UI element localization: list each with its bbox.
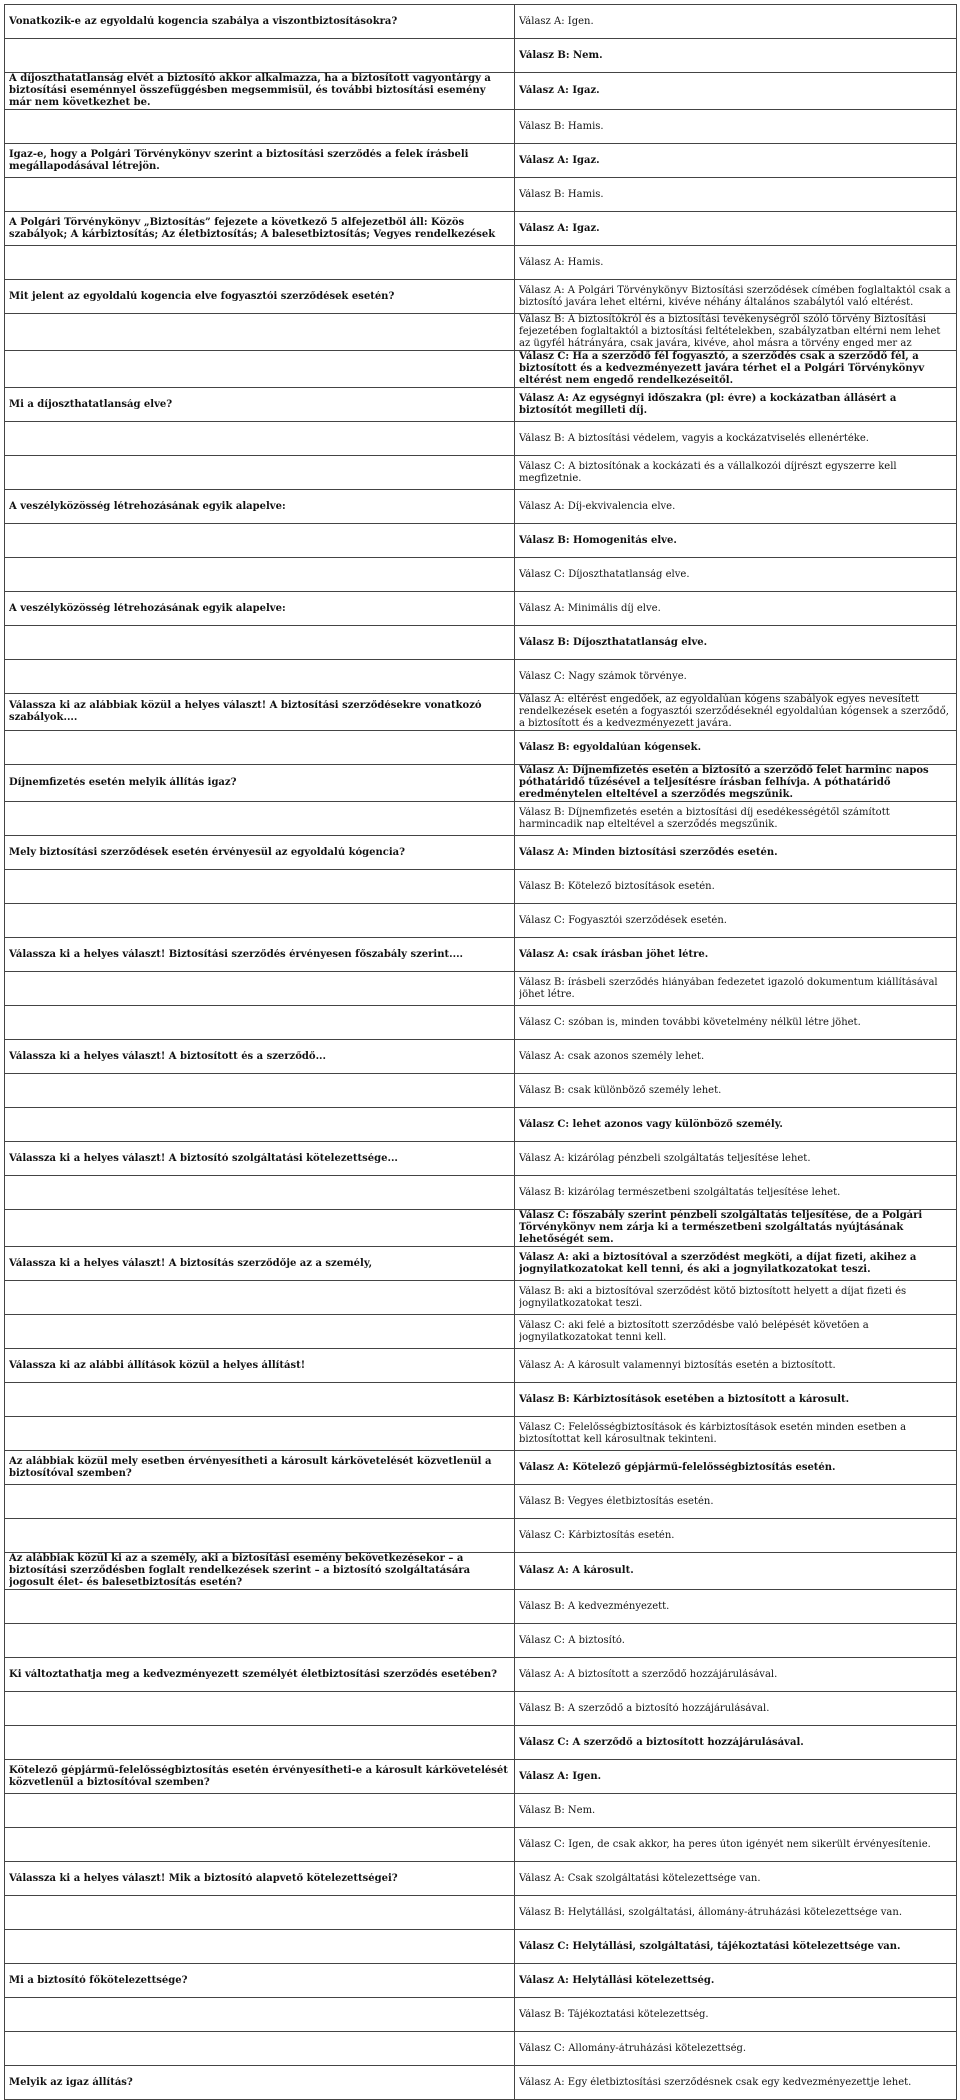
- answer-text: Válasz B: egyoldalúan kógensek.: [519, 741, 702, 753]
- table-row: [5, 351, 957, 388]
- answer-cell: [515, 1794, 957, 1828]
- answer-cell-correct: [515, 1964, 957, 1998]
- answer-text: Válasz C: szóban is, minden további követelmény nélkül létre jöhet.: [519, 1016, 861, 1028]
- answer-cell: [515, 456, 957, 490]
- question-cell: [5, 765, 515, 802]
- table-row: [5, 1964, 957, 1998]
- answer-cell-correct: [515, 1383, 957, 1417]
- answer-cell-correct: [515, 1726, 957, 1760]
- question-cell: [5, 1964, 515, 1998]
- question-text: Melyik az igaz állítás?: [9, 2076, 133, 2088]
- answer-text: Válasz C: Állomány-átruházási kötelezettség.: [519, 2042, 747, 2054]
- answer-cell-correct: [515, 1451, 957, 1485]
- answer-text: Válasz B: csak különböző személy lehet.: [519, 1084, 722, 1096]
- table-row: [5, 73, 957, 110]
- table-row: [5, 1210, 957, 1247]
- answer-cell: [515, 694, 957, 731]
- answer-text: Válasz A: Egy életbiztosítási szerződésnek csak egy kedvezményezettje lehet.: [519, 2076, 912, 2088]
- question-cell: [5, 490, 515, 524]
- question-cell: [5, 870, 515, 904]
- table-row: [5, 178, 957, 212]
- table-row: [5, 1624, 957, 1658]
- answer-text: Válasz B: Kötelező biztosítások esetén.: [519, 880, 715, 892]
- question-text: A Polgári Törvénykönyv „Biztosítás” fejezete a következő 5 alfejezetből áll: Közös szabályok; A kárbiztosítás; Az életbiztosítás; A balesetbiztosítás; Vegyes rendelkezések: [9, 216, 496, 240]
- question-cell: [5, 314, 515, 351]
- answer-text: Válasz C: főszabály szerint pénzbeli szolgáltatás teljesítése, de a Polgári Törvénykönyv nem zárja ki a természetbeni szolgáltatás nyújtásának lehetőségét sem.: [519, 1210, 923, 1245]
- table-row: [5, 246, 957, 280]
- answer-cell-correct: [515, 73, 957, 110]
- answer-text: Válasz A: Minimális díj elve.: [519, 602, 661, 614]
- answer-text: Válasz B: Kárbiztosítások esetében a biztosított a károsult.: [519, 1393, 850, 1405]
- table-row: [5, 314, 957, 351]
- answer-cell: [515, 2032, 957, 2066]
- question-cell: [5, 1383, 515, 1417]
- question-text: Kötelező gépjármű-felelősségbiztosítás esetén érvényesítheti-e a károsult kárkövetelését közvetlenül a biztosítóval szemben?: [9, 1764, 508, 1788]
- answer-cell: [515, 558, 957, 592]
- table-row: [5, 694, 957, 731]
- answer-text: Válasz A: csak azonos személy lehet.: [519, 1050, 705, 1062]
- question-text: Mi a díjoszthatatlanság elve?: [9, 398, 173, 410]
- answer-text: Válasz A: Csak szolgáltatási kötelezettsége van.: [519, 1872, 761, 1884]
- question-cell: [5, 626, 515, 660]
- question-cell: [5, 2066, 515, 2100]
- question-text: Válassza ki a helyes választ! Biztosítási szerződés érvényesen főszabály szerint....: [9, 948, 464, 960]
- table-row: [5, 1247, 957, 1281]
- answer-text: Válasz A: Az egységnyi időszakra (pl: évre) a kockázatban állásért a biztosítót megilleti díj.: [519, 392, 897, 416]
- question-cell: [5, 938, 515, 972]
- answer-text: Válasz B: Díjnemfizetés esetén a biztosítási díj esedékességétől számított harmincadik nap elteltével a szerződés megszűnik.: [519, 806, 890, 830]
- question-cell: [5, 1142, 515, 1176]
- answer-text: Válasz C: Fogyasztói szerződések esetén.: [519, 914, 727, 926]
- answer-cell-correct: [515, 524, 957, 558]
- table-row: [5, 1896, 957, 1930]
- answer-cell: [515, 1142, 957, 1176]
- answer-text: Válasz C: Nagy számok törvénye.: [519, 670, 687, 682]
- question-cell: [5, 1726, 515, 1760]
- table-row: [5, 490, 957, 524]
- table-row: [5, 1281, 957, 1315]
- question-text: Mit jelent az egyoldalú kogencia elve fogyasztói szerződések esetén?: [9, 290, 395, 302]
- question-cell: [5, 73, 515, 110]
- table-row: [5, 1726, 957, 1760]
- table-row: [5, 1998, 957, 2032]
- question-cell: [5, 731, 515, 765]
- question-cell: [5, 1281, 515, 1315]
- question-cell: [5, 110, 515, 144]
- question-cell: [5, 1315, 515, 1349]
- answer-text: Válasz A: csak írásban jöhet létre.: [519, 948, 709, 960]
- question-cell: [5, 212, 515, 246]
- table-row: [5, 1862, 957, 1896]
- table-row: [5, 1553, 957, 1590]
- table-row: [5, 870, 957, 904]
- answer-text: Válasz C: Felelősségbiztosítások és kárbiztosítások esetén minden esetben a biztosítottat kell károsultnak tekinteni.: [519, 1421, 907, 1445]
- answer-cell: [515, 2066, 957, 2100]
- question-cell: [5, 39, 515, 73]
- question-text: Ki változtathatja meg a kedvezményezett személyét életbiztosítási szerződés esetében?: [9, 1668, 497, 1680]
- answer-cell: [515, 1040, 957, 1074]
- table-row: [5, 2066, 957, 2100]
- answer-text: Válasz A: Hamis.: [519, 256, 604, 268]
- table-row: [5, 456, 957, 490]
- answer-cell-correct: [515, 1210, 957, 1247]
- table-row: [5, 110, 957, 144]
- answer-cell-correct: [515, 626, 957, 660]
- table-row: [5, 1658, 957, 1692]
- answer-cell-correct: [515, 938, 957, 972]
- question-text: Válassza ki a helyes választ! A biztosítás szerződője az a személy,: [9, 1257, 373, 1269]
- answer-cell: [515, 972, 957, 1006]
- answer-cell: [515, 110, 957, 144]
- question-cell: [5, 694, 515, 731]
- question-text: Válassza ki a helyes választ! A biztosított és a szerződő...: [9, 1050, 327, 1062]
- question-text: A díjoszthatatlanság elvét a biztosító akkor alkalmazza, ha a biztosított vagyontárgy a biztosítási eseménnyel összefüggésben megsemmisül, és további biztosítási esemény már nem következhet be.: [9, 73, 491, 108]
- answer-cell-correct: [515, 765, 957, 802]
- question-text: Válassza ki az alábbi állítások közül a helyes állítást!: [9, 1359, 306, 1371]
- answer-cell: [515, 490, 957, 524]
- answer-text: Válasz A: Minden biztosítási szerződés esetén.: [519, 846, 778, 858]
- answer-text: Válasz A: Díjnemfizetés esetén a biztosító a szerződő felet harminc napos póthatáridő tűzésével a teljesítésre írásban felhívja. A póthatáridő eredménytelen elteltével a szerződés megszűnik.: [519, 765, 929, 800]
- answer-cell: [515, 660, 957, 694]
- table-row: [5, 1485, 957, 1519]
- answer-cell-correct: [515, 351, 957, 388]
- answer-cell: [515, 1519, 957, 1553]
- table-row: [5, 1383, 957, 1417]
- question-cell: [5, 1862, 515, 1896]
- question-text: Díjnemfizetés esetén melyik állítás igaz?: [9, 777, 237, 788]
- answer-cell: [515, 1998, 957, 2032]
- answer-text: Válasz B: Vegyes életbiztosítás esetén.: [519, 1495, 714, 1507]
- answer-text: Válasz A: Díj-ekvivalencia elve.: [519, 500, 676, 512]
- answer-text: Válasz B: A biztosítási védelem, vagyis a kockázatviselés ellenértéke.: [519, 432, 869, 444]
- question-text: Az alábbiak közül mely esetben érvényesítheti a károsult kárkövetelését közvetlenül a biztosítóval szemben?: [9, 1455, 492, 1479]
- answer-text: Válasz C: Díjoszthatatlanság elve.: [519, 568, 690, 580]
- question-text: Mi a biztosító főkötelezettsége?: [9, 1974, 188, 1986]
- answer-text: Válasz B: A kedvezményezett.: [519, 1600, 670, 1612]
- table-row: [5, 1760, 957, 1794]
- table-row: [5, 1930, 957, 1964]
- answer-text: Válasz A: Igaz.: [519, 222, 600, 234]
- answer-text: Válasz A: Igaz.: [519, 85, 600, 96]
- answer-text: Válasz B: Homogenitás elve.: [519, 534, 677, 546]
- table-row: [5, 626, 957, 660]
- answer-text: Válasz B: aki a biztosítóval szerződést kötő biztosított helyett a díjat fizeti és jognyilatkozatokat teszi.: [519, 1285, 907, 1309]
- answer-text: Válasz C: Igen, de csak akkor, ha peres úton igényét nem sikerült érvényesítenie.: [519, 1838, 931, 1850]
- answer-cell: [515, 178, 957, 212]
- question-cell: [5, 1006, 515, 1040]
- table-row: [5, 280, 957, 314]
- answer-text: Válasz C: Ha a szerződő fél fogyasztó, a szerződés csak a szerződő fél, a biztosított és a kedvezményezett javára térhet el a Polgári Törvénykönyv eltérést nem engedő rendelkezéseitől.: [519, 351, 925, 386]
- answer-cell: [515, 314, 957, 351]
- answer-text: Válasz B: kizárólag természetbeni szolgáltatás teljesítése lehet.: [519, 1186, 841, 1198]
- question-cell: [5, 1930, 515, 1964]
- table-row: [5, 765, 957, 802]
- table-row: [5, 1794, 957, 1828]
- answer-text: Válasz B: A szerződő a biztosító hozzájárulásával.: [519, 1702, 770, 1714]
- question-cell: [5, 144, 515, 178]
- table-row: [5, 1590, 957, 1624]
- question-cell: [5, 1794, 515, 1828]
- table-row: [5, 144, 957, 178]
- answer-text: Válasz B: Nem.: [519, 1804, 596, 1816]
- quiz-table-body: [5, 5, 957, 2100]
- answer-cell-correct: [515, 388, 957, 422]
- question-cell: [5, 558, 515, 592]
- table-row: [5, 1349, 957, 1383]
- question-text: Vonatkozik-e az egyoldalú kogencia szabálya a viszontbiztosításokra?: [9, 15, 398, 27]
- answer-text: Válasz C: A biztosító.: [519, 1634, 625, 1646]
- answer-text: Válasz B: Hamis.: [519, 188, 604, 200]
- answer-cell: [515, 802, 957, 836]
- answer-cell: [515, 1417, 957, 1451]
- answer-text: Válasz B: Tájékoztatási kötelezettség.: [519, 2008, 709, 2020]
- answer-cell: [515, 1828, 957, 1862]
- answer-cell-correct: [515, 212, 957, 246]
- table-row: [5, 1006, 957, 1040]
- answer-text: Válasz A: A biztosított a szerződő hozzájárulásával.: [519, 1668, 778, 1680]
- answer-cell: [515, 1349, 957, 1383]
- answer-text: Válasz C: A biztosítónak a kockázati és a vállalkozói díjrészt egyszerre kell megfizetnie.: [519, 460, 897, 484]
- table-row: [5, 2032, 957, 2066]
- table-row: [5, 1451, 957, 1485]
- table-row: [5, 1417, 957, 1451]
- question-cell: [5, 1760, 515, 1794]
- answer-cell: [515, 592, 957, 626]
- question-cell: [5, 1074, 515, 1108]
- answer-cell: [515, 1006, 957, 1040]
- question-cell: [5, 1828, 515, 1862]
- question-cell: [5, 802, 515, 836]
- question-cell: [5, 456, 515, 490]
- answer-cell-correct: [515, 144, 957, 178]
- question-cell: [5, 1519, 515, 1553]
- table-row: [5, 802, 957, 836]
- table-row: [5, 1828, 957, 1862]
- question-cell: [5, 351, 515, 388]
- question-cell: [5, 904, 515, 938]
- question-text: Válassza ki a helyes választ! A biztosító szolgáltatási kötelezettsége...: [9, 1152, 398, 1164]
- answer-text: Válasz A: Kötelező gépjármű-felelősségbiztosítás esetén.: [519, 1461, 836, 1473]
- question-cell: [5, 1451, 515, 1485]
- answer-cell-correct: [515, 731, 957, 765]
- table-row: [5, 39, 957, 73]
- answer-text: Válasz A: eltérést engedőek, az egyoldalúan kógens szabályok egyes nevesített rendelkezések esetén a fogyasztói szerződéseknél egyoldalúan kógensek a szerződő, a biztosított és a kedvezményezett javára.: [519, 694, 949, 729]
- question-text: Válassza ki a helyes választ! Mik a biztosító alapvető kötelezettségei?: [9, 1872, 398, 1884]
- table-row: [5, 731, 957, 765]
- answer-cell: [515, 904, 957, 938]
- question-cell: [5, 1108, 515, 1142]
- table-row: [5, 1074, 957, 1108]
- answer-cell-correct: [515, 1760, 957, 1794]
- answer-cell-correct: [515, 39, 957, 73]
- answer-cell: [515, 1862, 957, 1896]
- question-cell: [5, 1485, 515, 1519]
- question-text: Mely biztosítási szerződések esetén érvényesül az egyoldalú kógencia?: [9, 846, 406, 858]
- question-text: A veszélyközösség létrehozásának egyik alapelve:: [9, 500, 286, 512]
- answer-cell: [515, 1658, 957, 1692]
- question-cell: [5, 2032, 515, 2066]
- table-row: [5, 592, 957, 626]
- question-text: Válassza ki az alábbiak közül a helyes választ! A biztosítási szerződésekre vonatkozó szabályok....: [9, 700, 482, 723]
- answer-text: Válasz B: Hamis.: [519, 120, 604, 132]
- answer-cell-correct: [515, 1553, 957, 1590]
- table-row: [5, 1519, 957, 1553]
- answer-cell-correct: [515, 836, 957, 870]
- answer-cell: [515, 870, 957, 904]
- answer-cell: [515, 1281, 957, 1315]
- answer-text: Válasz B: Díjoszthatatlanság elve.: [519, 636, 708, 648]
- answer-text: Válasz B: írásbeli szerződés hiányában fedezetet igazoló dokumentum kiállításával jöhet létre.: [519, 976, 938, 1000]
- table-row: [5, 1142, 957, 1176]
- question-cell: [5, 836, 515, 870]
- answer-text: Válasz C: A szerződő a biztosított hozzájárulásával.: [519, 1736, 804, 1748]
- question-cell: [5, 1417, 515, 1451]
- answer-cell-correct: [515, 1108, 957, 1142]
- question-cell: [5, 388, 515, 422]
- answer-cell: [515, 1624, 957, 1658]
- answer-cell-correct: [515, 1930, 957, 1964]
- table-row: [5, 524, 957, 558]
- question-cell: [5, 280, 515, 314]
- answer-text: Válasz B: A biztosítókról és a biztosítási tevékenységről szóló törvény Biztosítási fejezetében foglaltaktól a biztosítási feltételekben, szabályzatban eltérni nem lehet az ügyfél hátrányára, csak javára, kivéve, ahol másra a törvény enged mer az: [519, 314, 941, 349]
- question-cell: [5, 1692, 515, 1726]
- table-row: [5, 1692, 957, 1726]
- table-row: [5, 422, 957, 456]
- table-row: [5, 972, 957, 1006]
- table-row: [5, 558, 957, 592]
- question-cell: [5, 1998, 515, 2032]
- answer-cell: [515, 246, 957, 280]
- answer-cell: [515, 1590, 957, 1624]
- question-cell: [5, 1896, 515, 1930]
- answer-cell: [515, 5, 957, 39]
- question-text: Az alábbiak közül ki az a személy, aki a biztosítási esemény bekövetkezésekor – a biztosítási szerződésben foglalt rendelkezések szerint – a biztosító szolgáltatására jogosult élet- és balesetbiztosítás esetén?: [9, 1553, 471, 1588]
- question-cell: [5, 178, 515, 212]
- question-cell: [5, 1349, 515, 1383]
- answer-cell: [515, 1896, 957, 1930]
- question-cell: [5, 1210, 515, 1247]
- question-cell: [5, 1590, 515, 1624]
- table-row: [5, 388, 957, 422]
- question-cell: [5, 1176, 515, 1210]
- answer-text: Válasz C: Helytállási, szolgáltatási, tájékoztatási kötelezettsége van.: [519, 1940, 901, 1952]
- question-cell: [5, 1040, 515, 1074]
- answer-text: Válasz B: Nem.: [519, 49, 603, 61]
- question-cell: [5, 660, 515, 694]
- question-cell: [5, 1658, 515, 1692]
- table-row: [5, 1108, 957, 1142]
- question-cell: [5, 1624, 515, 1658]
- answer-text: Válasz B: Helytállási, szolgáltatási, állomány-átruházási kötelezettsége van.: [519, 1906, 903, 1918]
- answer-text: Válasz A: A károsult.: [519, 1565, 634, 1576]
- table-row: [5, 660, 957, 694]
- answer-text: Válasz C: aki felé a biztosított szerződésbe való belépését követően a jognyilatkozatokat tenni kell.: [519, 1319, 869, 1343]
- answer-cell: [515, 1485, 957, 1519]
- answer-text: Válasz A: A károsult valamennyi biztosítás esetén a biztosított.: [519, 1359, 836, 1371]
- table-row: [5, 5, 957, 39]
- answer-cell: [515, 280, 957, 314]
- table-row: [5, 1315, 957, 1349]
- answer-cell-correct: [515, 1247, 957, 1281]
- question-cell: [5, 972, 515, 1006]
- answer-cell: [515, 1692, 957, 1726]
- question-cell: [5, 5, 515, 39]
- table-row: [5, 938, 957, 972]
- question-text: A veszélyközösség létrehozásának egyik alapelve:: [9, 602, 286, 614]
- question-cell: [5, 246, 515, 280]
- question-cell: [5, 592, 515, 626]
- answer-text: Válasz A: kizárólag pénzbeli szolgáltatás teljesítése lehet.: [519, 1152, 811, 1164]
- answer-cell: [515, 422, 957, 456]
- answer-cell: [515, 1315, 957, 1349]
- question-cell: [5, 524, 515, 558]
- answer-text: Válasz C: lehet azonos vagy különböző személy.: [519, 1118, 783, 1130]
- answer-text: Válasz A: Helytállási kötelezettség.: [519, 1974, 715, 1986]
- table-row: [5, 904, 957, 938]
- answer-text: Válasz A: Igen.: [519, 15, 594, 27]
- table-row: [5, 1176, 957, 1210]
- question-cell: [5, 1247, 515, 1281]
- quiz-table: [4, 4, 957, 2100]
- answer-text: Válasz A: Igaz.: [519, 154, 600, 166]
- answer-cell: [515, 1074, 957, 1108]
- answer-cell: [515, 1176, 957, 1210]
- table-row: [5, 836, 957, 870]
- answer-text: Válasz A: A Polgári Törvénykönyv Biztosítási szerződések címében foglaltaktól csak a biztosító javára lehet eltérni, kivéve néhány általános szabálytól való eltérést.: [519, 284, 951, 308]
- answer-text: Válasz C: Kárbiztosítás esetén.: [519, 1529, 675, 1541]
- answer-text: Válasz A: aki a biztosítóval a szerződést megköti, a díjat fizeti, akihez a jognyilatkozatokat kell tenni, és aki a jognyilatkozatokat teszi.: [519, 1251, 917, 1275]
- question-cell: [5, 422, 515, 456]
- table-row: [5, 212, 957, 246]
- answer-text: Válasz A: Igen.: [519, 1770, 602, 1782]
- question-cell: [5, 1553, 515, 1590]
- question-text: Igaz-e, hogy a Polgári Törvénykönyv szerint a biztosítási szerződés a felek írásbeli megállapodásával létrejön.: [9, 148, 469, 172]
- table-row: [5, 1040, 957, 1074]
